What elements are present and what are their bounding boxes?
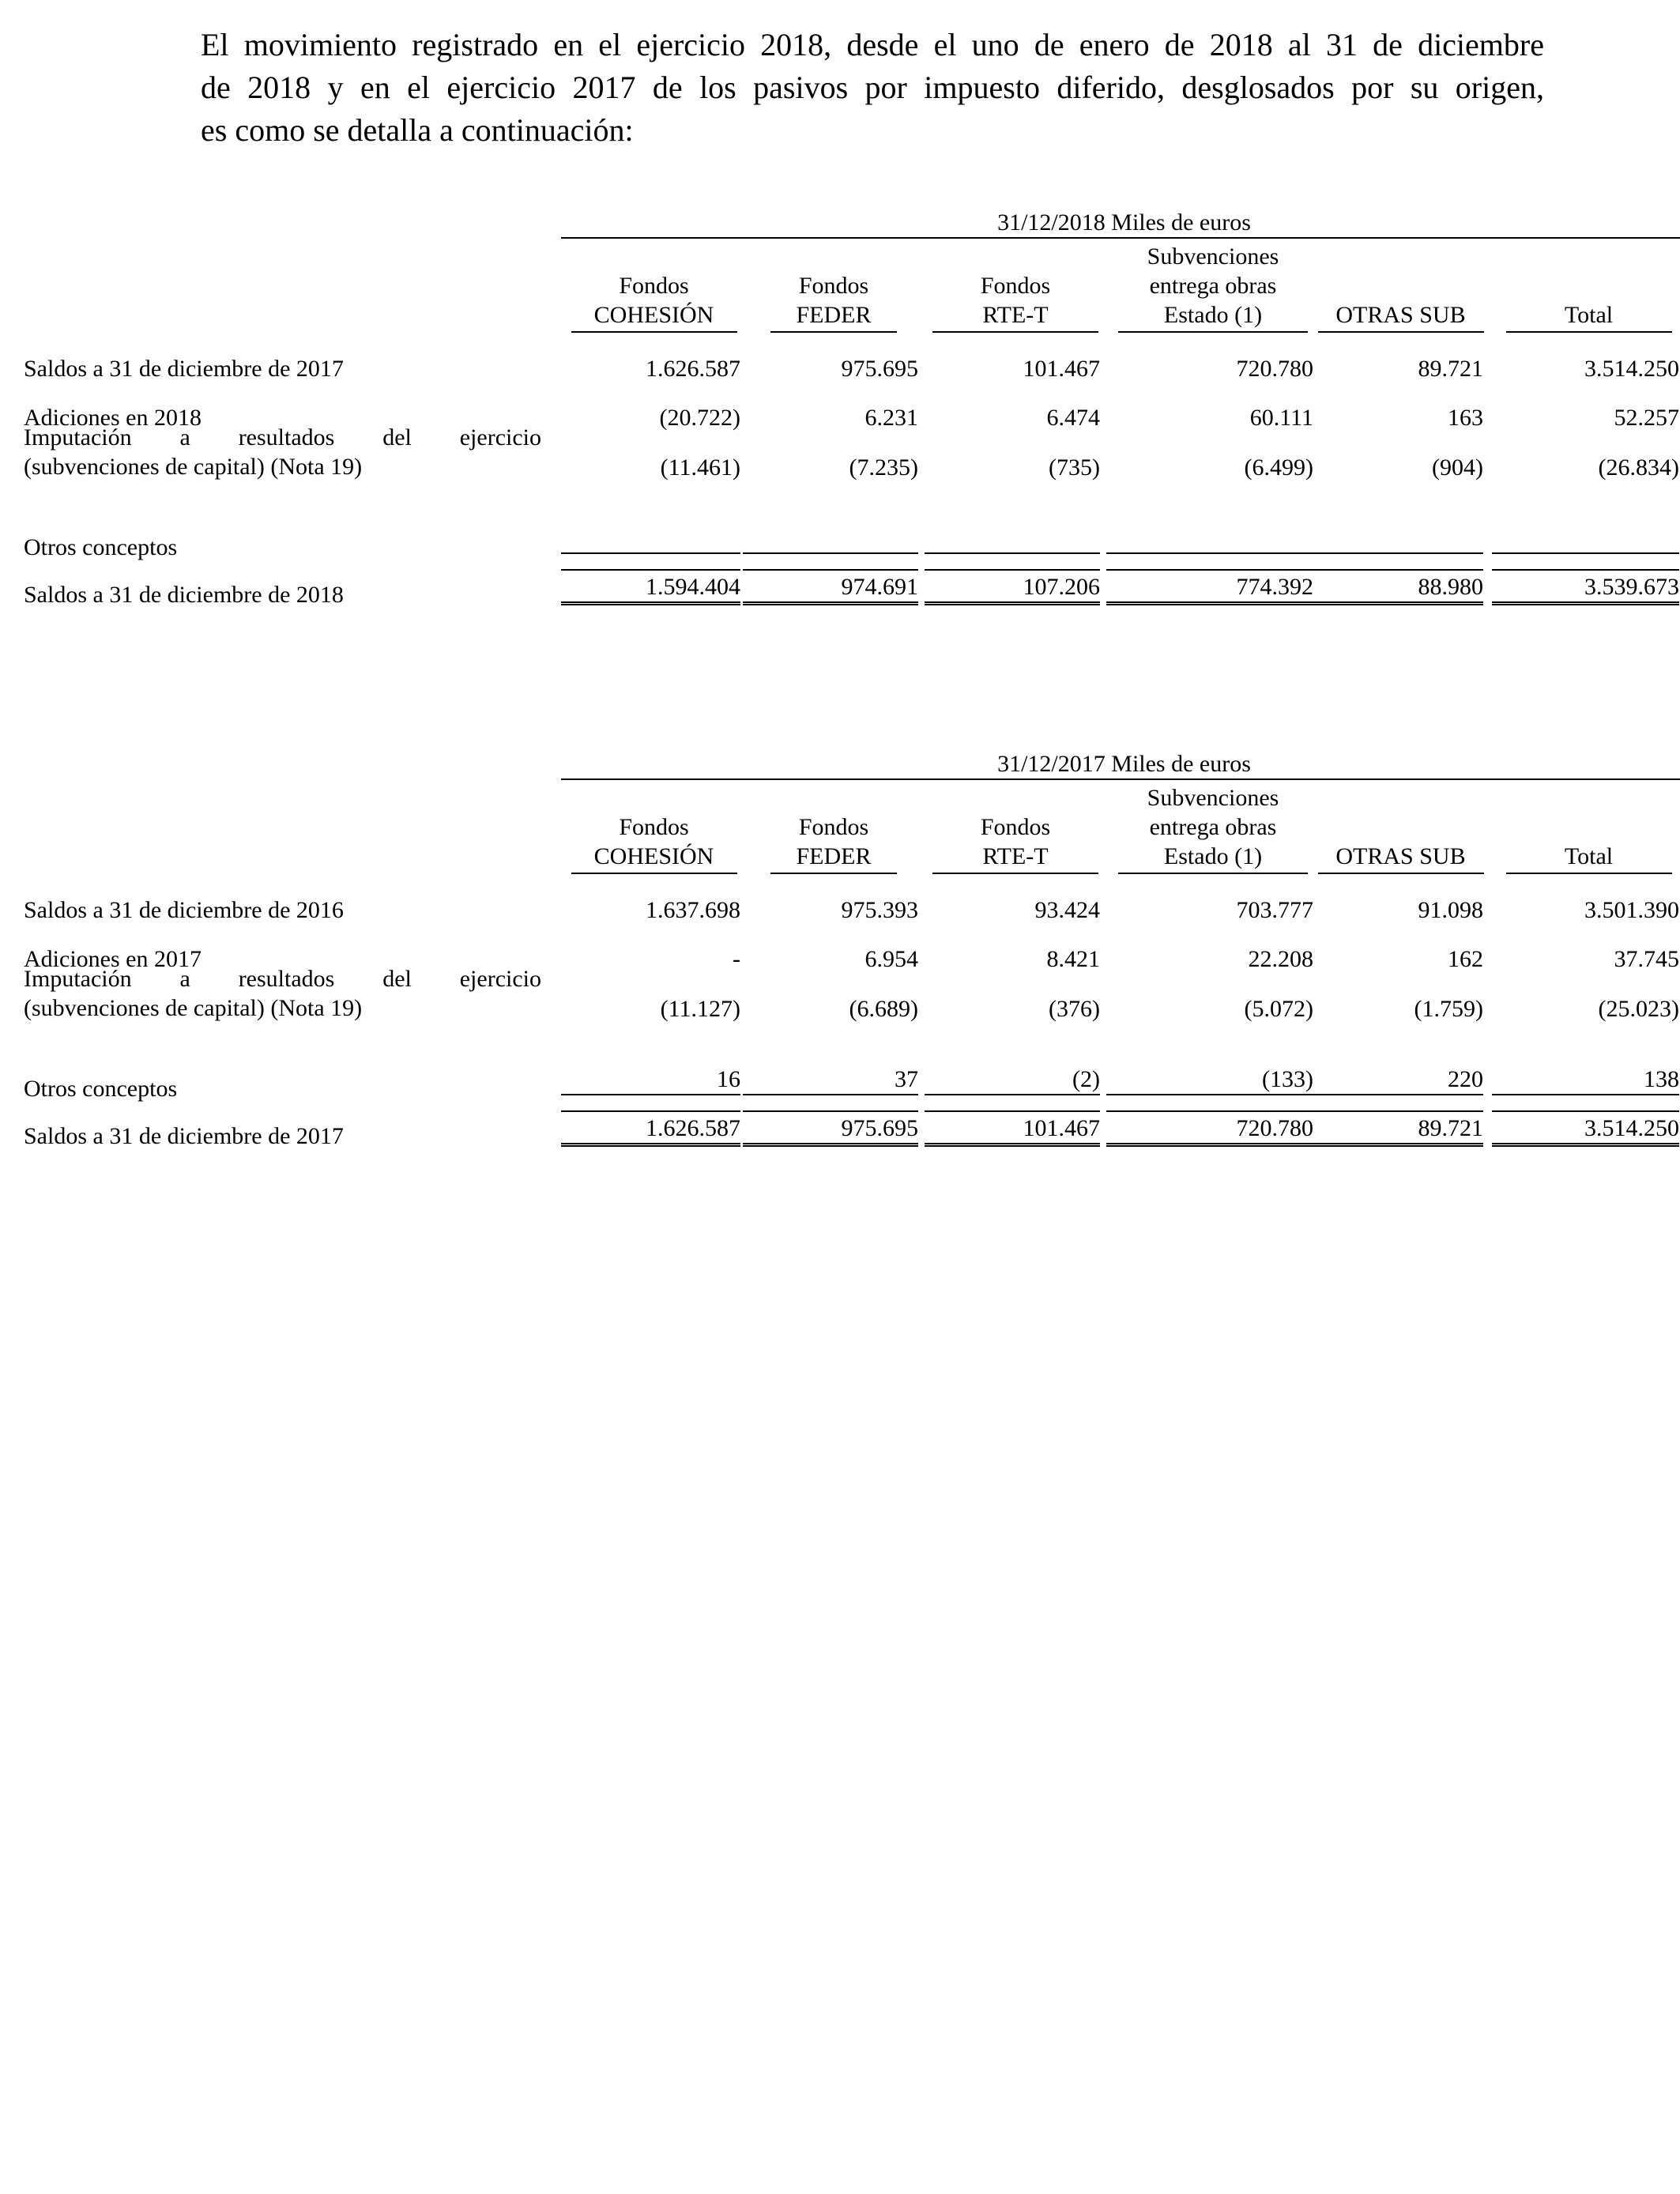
table-cell (1106, 523, 1313, 554)
table-cell: (26.834) (1598, 454, 1679, 481)
table-cell: 1.637.698 (646, 897, 740, 923)
table-cell: (5.072) (1244, 996, 1313, 1022)
table-cell (1312, 523, 1483, 554)
column-header (1118, 242, 1308, 333)
table-cell: (1.759) (1414, 996, 1483, 1022)
column-header-line: COHESIÓN (593, 302, 714, 328)
table-cell: (904) (1432, 454, 1483, 481)
column-header (571, 242, 737, 333)
table-cell: 22.208 (1248, 946, 1313, 972)
table-cell: 6.231 (864, 405, 918, 431)
table-cell: (6.689) (849, 996, 918, 1022)
table-cell: 101.467 (1023, 356, 1100, 382)
table-cell: (11.461) (660, 454, 740, 481)
row-label: Otros conceptos (24, 534, 178, 560)
row-label: Saldos a 31 de diciembre de 2017 (24, 356, 344, 382)
row-label: Otros conceptos (24, 1076, 178, 1102)
table-cell: 6.954 (864, 946, 918, 972)
table-cell: (2) (925, 1065, 1100, 1095)
table-cell: 974.691 (743, 569, 918, 605)
column-header-line: entrega obras (1149, 273, 1277, 299)
column-header-line: Fondos (619, 814, 689, 840)
row-label: Saldos a 31 de diciembre de 2018 (24, 582, 344, 608)
row-label: Saldos a 31 de diciembre de 2017 (24, 1123, 344, 1149)
column-header-line: Estado (1) (1163, 843, 1263, 869)
table-cell: 37.745 (1614, 946, 1679, 972)
column-header-line: OTRAS SUB (1335, 843, 1466, 869)
table-cell: 16 (561, 1065, 740, 1095)
column-header-line: entrega obras (1149, 814, 1277, 840)
column-header-line: FEDER (796, 843, 872, 869)
table-cell: 720.780 (1106, 1110, 1313, 1147)
table-cell: (7.235) (849, 454, 918, 481)
table-cell: 101.467 (925, 1110, 1100, 1147)
row-label: Adiciones en 2018 (24, 405, 202, 431)
row-label-line: Imputación a resultados del ejercicio (24, 966, 541, 992)
table-cell: 88.980 (1312, 569, 1483, 605)
intro-line: de 2018 y en el ejercicio 2017 de los pasivos por impuesto diferido, desglosados por su origen, (201, 70, 1544, 105)
column-header-line: RTE-T (982, 302, 1049, 328)
column-header (571, 783, 737, 874)
column-header-line: Estado (1) (1163, 302, 1263, 328)
column-header-line: Total (1564, 843, 1614, 869)
table-cell: - (733, 946, 740, 972)
table-cell: 220 (1312, 1065, 1483, 1095)
table-cell: (25.023) (1598, 996, 1679, 1022)
column-header-line: Subvenciones (1147, 785, 1279, 811)
table-cell: 3.539.673 (1492, 569, 1679, 605)
table-cell: 6.474 (1046, 405, 1100, 431)
column-header-line: Fondos (798, 273, 869, 299)
table-cell: 1.626.587 (646, 356, 740, 382)
row-label: Adiciones en 2017 (24, 946, 202, 972)
table-cell: 975.695 (841, 356, 918, 382)
column-header-line: RTE-T (982, 843, 1049, 869)
column-header-line: Fondos (980, 814, 1051, 840)
table-cell (743, 523, 918, 554)
table-cell: (133) (1106, 1065, 1313, 1095)
column-header-line: FEDER (796, 302, 872, 328)
column-header (770, 783, 897, 874)
table-cell: (376) (1049, 996, 1100, 1022)
table-cell: 1.626.587 (561, 1110, 740, 1147)
table-cell: 163 (1448, 405, 1483, 431)
table-cell: 162 (1448, 946, 1483, 972)
period-header: 31/12/2017 Miles de euros (561, 745, 1680, 780)
column-header (1118, 783, 1308, 874)
table-cell: 91.098 (1418, 897, 1483, 923)
table-cell: (6.499) (1244, 454, 1313, 481)
table-cell: 3.514.250 (1492, 1110, 1679, 1147)
table-cell: 975.695 (743, 1110, 918, 1147)
intro-line: es como se detalla a continuación: (201, 112, 634, 148)
table-cell: 3.514.250 (1584, 356, 1679, 382)
table-cell: 8.421 (1046, 946, 1100, 972)
table-cell: 93.424 (1034, 897, 1100, 923)
column-header-line: Fondos (619, 273, 689, 299)
table-cell: 89.721 (1418, 356, 1483, 382)
table-cell: 107.206 (925, 569, 1100, 605)
row-label-line: (subvenciones de capital) (Nota 19) (24, 995, 363, 1021)
table-cell: (11.127) (660, 996, 740, 1022)
table-cell: 52.257 (1614, 405, 1679, 431)
column-header-line: OTRAS SUB (1335, 302, 1466, 328)
table-cell: 703.777 (1236, 897, 1313, 923)
row-label (24, 964, 541, 1023)
column-header (1318, 783, 1484, 874)
table-cell: 138 (1492, 1065, 1679, 1095)
table-cell: 975.393 (841, 897, 918, 923)
table-cell: (735) (1049, 454, 1100, 481)
column-header (932, 242, 1098, 333)
table-cell: (20.722) (659, 405, 740, 431)
table-cell (1492, 523, 1679, 554)
table-cell: 3.501.390 (1584, 897, 1679, 923)
column-header-line: Fondos (798, 814, 869, 840)
row-label: Saldos a 31 de diciembre de 2016 (24, 897, 344, 923)
row-label-line: (subvenciones de capital) (Nota 19) (24, 454, 363, 480)
column-header-line: Fondos (980, 273, 1051, 299)
table-cell: 60.111 (1249, 405, 1313, 431)
column-header-line: COHESIÓN (593, 843, 714, 869)
table-cell: 89.721 (1312, 1110, 1483, 1147)
table-cell: 774.392 (1106, 569, 1313, 605)
column-header (1506, 242, 1672, 333)
table-cell (561, 523, 740, 554)
intro-paragraph (201, 24, 1544, 152)
table-cell: 1.594.404 (561, 569, 740, 605)
column-header (932, 783, 1098, 874)
column-header-line: Total (1564, 302, 1614, 328)
table-cell: 37 (743, 1065, 918, 1095)
column-header (770, 242, 897, 333)
column-header-line: Subvenciones (1147, 243, 1279, 270)
column-header (1318, 242, 1484, 333)
column-header (1506, 783, 1672, 874)
table-cell (925, 523, 1100, 554)
intro-line: El movimiento registrado en el ejercicio 2018, desde el uno de enero de 2018 al 31 de diciembre (201, 27, 1544, 62)
row-label (24, 423, 541, 481)
period-header: 31/12/2018 Miles de euros (561, 204, 1680, 239)
row-label-line: Imputación a resultados del ejercicio (24, 424, 541, 450)
table-cell: 720.780 (1236, 356, 1313, 382)
